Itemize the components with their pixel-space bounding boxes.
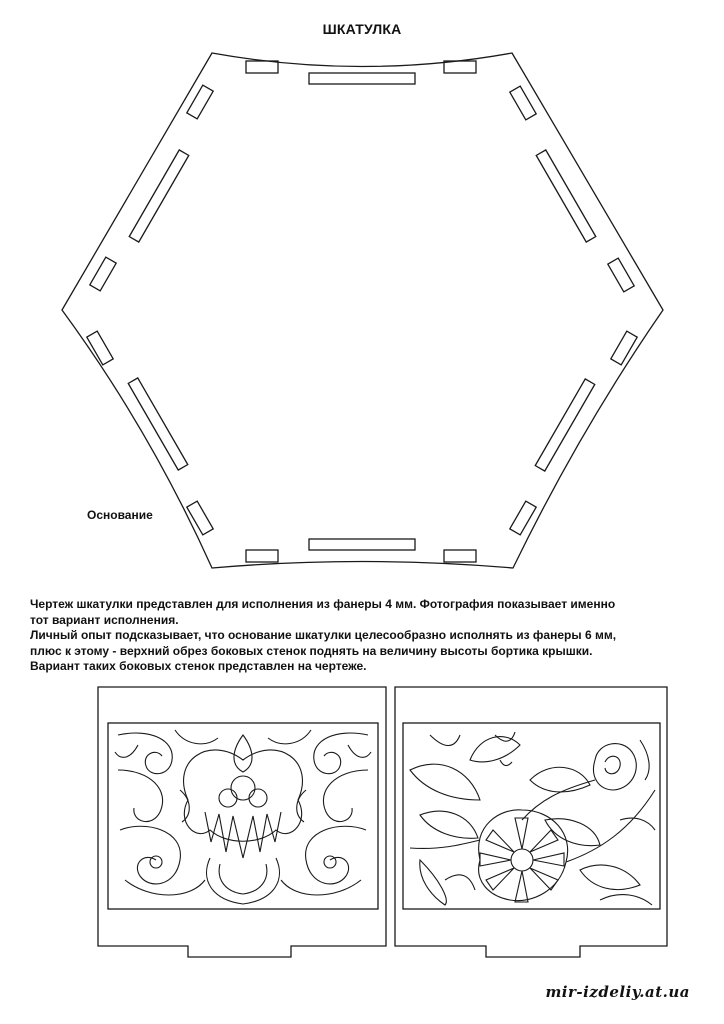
slot <box>608 258 634 292</box>
slot <box>535 379 595 471</box>
description-line: Чертеж шкатулки представлен для исполнения из фанеры 4 мм. Фотография показывает именно <box>30 597 616 611</box>
slot <box>309 73 415 84</box>
description-line: Личный опыт подсказывает, что основание шкатулки целесообразно исполнять из фанеры 6 мм, <box>30 628 617 642</box>
hexagon-base <box>62 53 663 568</box>
drawing-title: ШКАТУЛКА <box>322 21 402 37</box>
panel-outline <box>98 687 386 957</box>
slot <box>444 550 476 562</box>
side-wall-panel-right <box>395 687 667 957</box>
fretwork-frame <box>403 723 660 909</box>
slot <box>87 331 113 365</box>
hexagon-outline <box>62 53 663 568</box>
side-wall-panel-left <box>98 687 386 957</box>
base-label: Основание <box>87 508 153 522</box>
fretwork-frame <box>108 723 378 909</box>
fretwork-pattern <box>115 730 371 904</box>
slot <box>611 331 637 365</box>
slot <box>129 150 189 242</box>
fretwork-pattern <box>410 732 655 905</box>
slot <box>187 501 213 535</box>
description-line: плюс к этому - верхний обрез боковых стенок поднять на величину высоты бортика крышки. <box>30 643 593 658</box>
description-line: Вариант таких боковых стенок представлен на чертеже. <box>30 659 367 673</box>
slot <box>246 550 278 562</box>
panel-outline <box>395 687 667 957</box>
slot <box>510 86 536 120</box>
description-text <box>30 597 690 675</box>
slot <box>309 539 415 550</box>
slot <box>444 61 476 73</box>
slot <box>90 257 116 291</box>
description-line: тот вариант исполнения. <box>30 612 179 627</box>
slot <box>536 150 596 242</box>
watermark: mir-izdeliy.at.ua <box>545 983 690 1001</box>
slot <box>246 61 278 73</box>
